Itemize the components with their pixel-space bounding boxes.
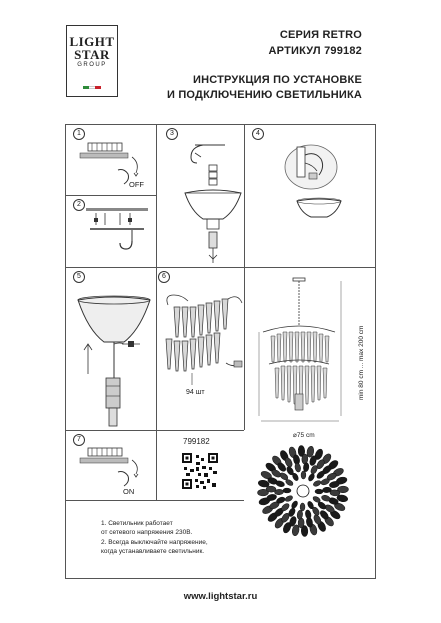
series-label: СЕРИЯ RETRO (279, 29, 362, 41)
height-dimension-label: min 80 cm ... max 200 cm (358, 325, 365, 400)
logo-line-1: LIGHT (69, 34, 115, 49)
step-7-switch-on-illustration (70, 440, 155, 495)
divider (66, 195, 156, 196)
step-2-number: 2 (73, 199, 85, 211)
on-label: ON (123, 487, 135, 496)
step-1-number: 1 (73, 128, 85, 140)
italian-flag-icon (83, 86, 101, 89)
note-line-3: 2. Всегда выключайте напряжение, (101, 539, 208, 546)
step-6-number: 6 (158, 271, 170, 283)
crystal-drop (266, 494, 277, 502)
crystal-drop (321, 494, 331, 502)
title-line-1: ИНСТРУКЦИЯ ПО УСТАНОВКЕ (193, 74, 362, 86)
crystal-drop (283, 488, 291, 493)
step-3-hang-illustration (175, 135, 255, 275)
logo-line-3: GROUP (77, 62, 107, 68)
crystal-drop (329, 481, 340, 489)
divider (156, 430, 157, 500)
title-line-2: И ПОДКЛЮЧЕНИЮ СВЕТИЛЬНИКА (166, 89, 362, 101)
crystal-count-label: 94 шт (186, 389, 205, 396)
article-label: АРТИКУЛ 799182 (268, 45, 362, 57)
brand-logo (66, 25, 118, 97)
note-line-2: от сетевого напряжения 230В. (101, 529, 193, 536)
step-4-wiring-illustration (283, 133, 353, 233)
crystal-drop (301, 471, 306, 479)
step-7-number: 7 (73, 434, 85, 446)
note-line-1: 1. Светильник работает (101, 520, 173, 527)
step-4-number: 4 (252, 128, 264, 140)
crystal-drop (307, 473, 315, 482)
crystal-drop (290, 500, 298, 509)
divider (66, 500, 244, 501)
crystal-drop (294, 463, 301, 473)
qr-code-icon (182, 453, 218, 489)
crystal-drop (312, 479, 321, 487)
note-line-4: когда устанавливаете светильник. (101, 548, 205, 555)
step-3-number: 3 (166, 128, 178, 140)
crystal-drop (300, 503, 305, 511)
crystal-drop (305, 509, 312, 519)
crystal-drop (284, 495, 293, 503)
step-6-crystals-illustration (156, 283, 254, 395)
step-5-number: 5 (73, 271, 85, 283)
chandelier-top-view (258, 446, 348, 536)
step-5-bowl-assembly-illustration (70, 278, 160, 438)
chandelier-side-view (253, 276, 353, 426)
step-2-hook-mounting-illustration (72, 205, 157, 260)
logo-line-2: STAR (74, 47, 110, 62)
website-url[interactable]: www.lightstar.ru (183, 591, 258, 602)
diameter-label: ⌀75 cm (293, 432, 315, 439)
off-label: OFF (129, 180, 144, 189)
article-number-label: 799182 (183, 437, 210, 446)
crystal-drop (315, 489, 323, 494)
crystal-drop (322, 487, 331, 493)
crystal-drop (275, 480, 285, 488)
crystal-drop (274, 489, 283, 495)
